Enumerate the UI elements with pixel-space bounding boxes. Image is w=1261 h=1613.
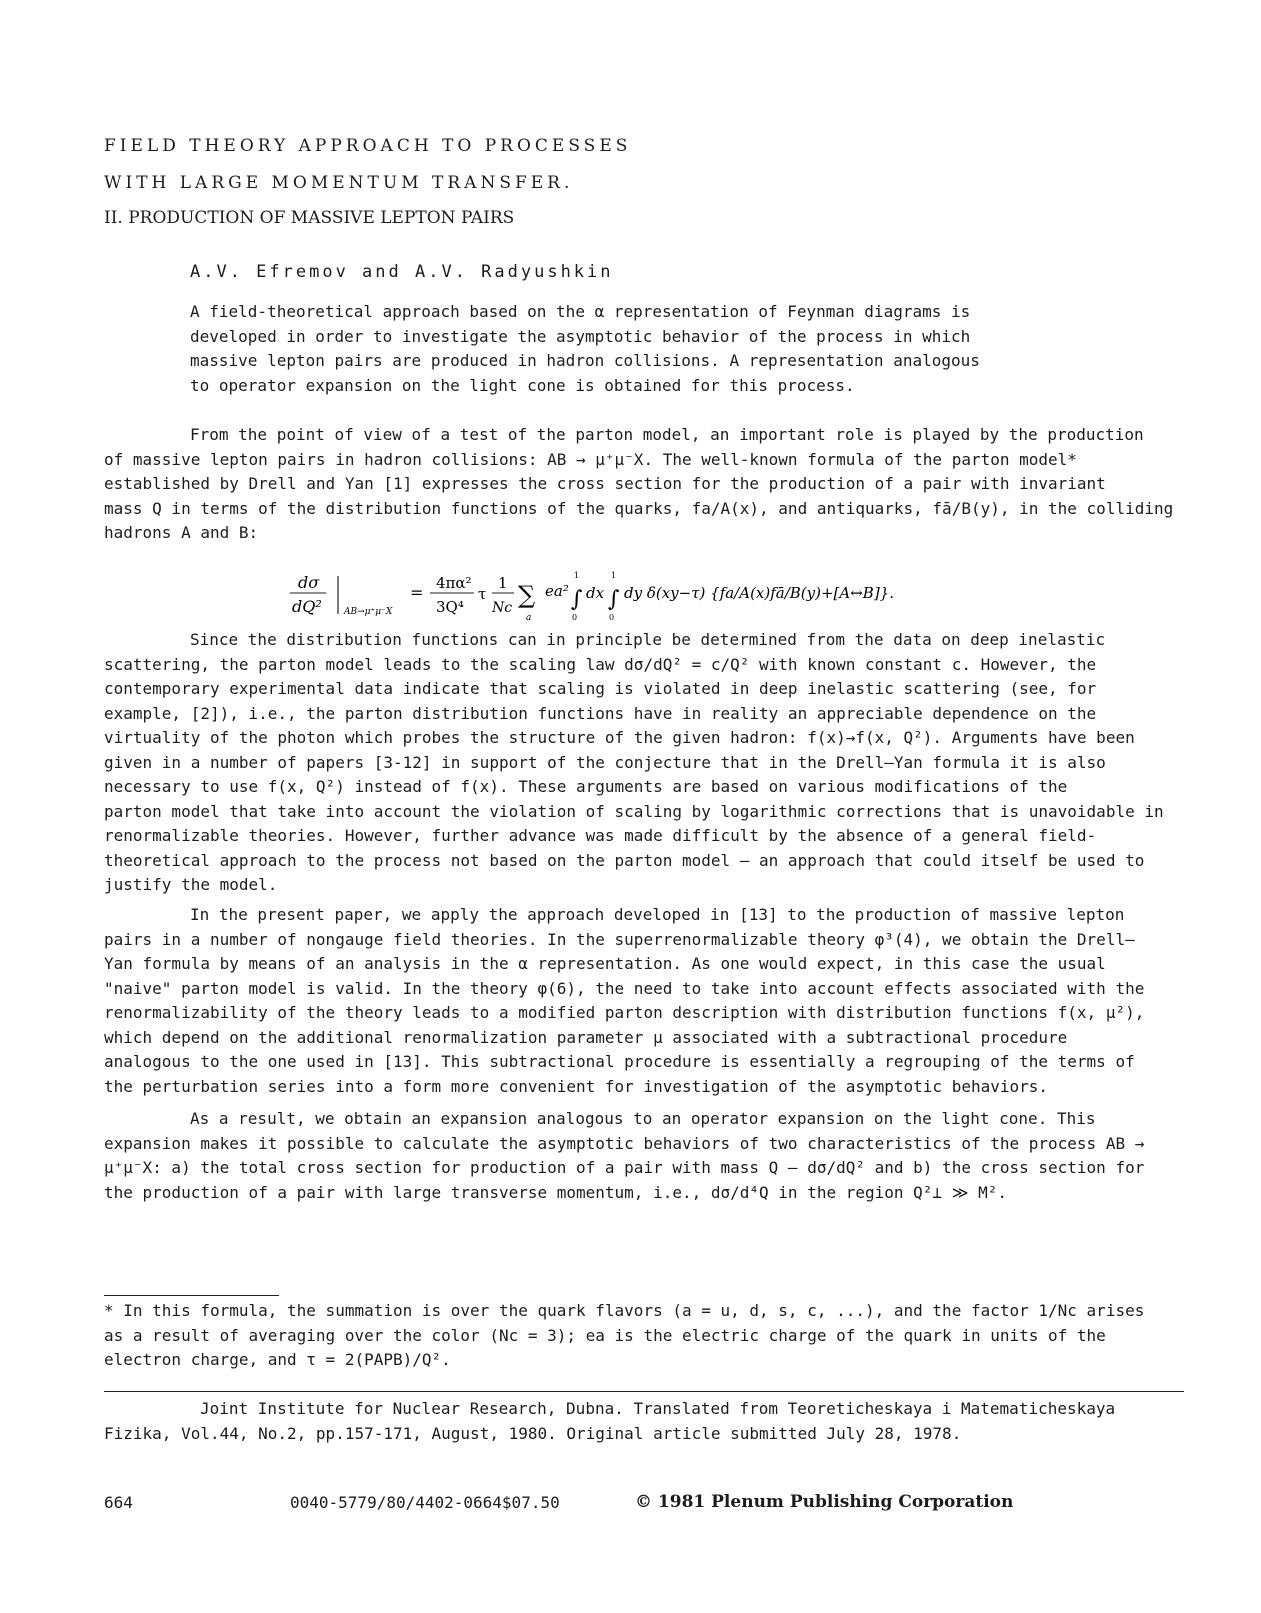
formula-nc-den: Nc [492, 600, 513, 616]
title-line-3: II. PRODUCTION OF MASSIVE LEPTON PAIRS [104, 208, 515, 228]
text-line: given in a number of papers [3-12] in support of the conjecture that in the Drell–Yan formula it is also [104, 752, 1106, 772]
title-line-2: WITH LARGE MOMENTUM TRANSFER. [104, 173, 574, 193]
text-line: the perturbation series into a form more convenient for investigation of the asymptotic behaviors. [104, 1076, 1049, 1096]
abstract-line: massive lepton pairs are produced in hadron collisions. A representation analogous [190, 351, 980, 370]
footnote-line: electron charge, and τ = 2(PAPB)/Q². [104, 1350, 451, 1369]
formula-dx: dx [586, 584, 605, 602]
abstract-line: developed in order to investigate the asymptotic behavior of the process in which [190, 326, 971, 346]
text-line: justify the model. [104, 875, 278, 894]
text-line: Yan formula by means of an analysis in the α representation. As one would expect, in this case the usual [104, 954, 1106, 973]
institution-divider [104, 1391, 1184, 1392]
formula-sum-sign: ∑ [518, 581, 536, 609]
abstract [190, 300, 1020, 398]
publisher: © 1981 Plenum Publishing Corporation [635, 1492, 1014, 1512]
text-line: parton model that take into account the violation of scaling by logarithmic corrections that is unavoidable in [104, 801, 1164, 821]
text-line: As a result, we obtain an expansion analogous to an operator expansion on the light cone. This [190, 1109, 1096, 1128]
formula-rest: dy δ(xy−τ) {fa/A(x)fā/B(y)+[A↔B]}. [624, 584, 894, 602]
text-line: From the point of view of a test of the parton model, an important role is played by the production [190, 425, 1144, 444]
footnote [104, 1299, 1184, 1373]
formula-lhs-den: dQ² [292, 597, 322, 616]
text-line: example, [2]), i.e., the parton distribution functions have in reality an appreciable dependence on the [104, 703, 1097, 723]
text-line: μ⁺μ⁻X: a) the total cross section for production of a pair with mass Q – dσ/dQ² and b) the cross section for [104, 1158, 1145, 1177]
text-line: "naive" parton model is valid. In the theory φ(6), the need to take into account effects associated with the [104, 978, 1145, 998]
formula-int-upper-2: 1 [611, 571, 617, 580]
text-line: of massive lepton pairs in hadron collisions: AB → μ⁺μ⁻X. The well-known formula of the parton model* [104, 449, 1077, 469]
title-line-1: FIELD THEORY APPROACH TO PROCESSES [104, 136, 632, 156]
formula-int-lower-1: 0 [572, 613, 578, 622]
text-line: which depend on the additional renormalization parameter μ associated with a subtractional procedure [104, 1027, 1068, 1047]
institution-note [104, 1397, 1184, 1446]
institution-line: Fizika, Vol.44, No.2, pp.157-171, August, 1980. Original article submitted July 28, 1978. [104, 1423, 962, 1443]
formula-equals: = [410, 583, 424, 602]
article-code: 0040-5779/80/4402-0664$07.50 [290, 1493, 560, 1512]
formula-integral-2: ∫ [608, 587, 620, 612]
formula-coef-den: 3Q⁴ [436, 598, 464, 616]
text-line: contemporary experimental data indicate that scaling is violated in deep inelastic scattering (see, for [104, 679, 1097, 698]
page-number: 664 [104, 1493, 133, 1512]
text-line: analogous to the one used in [13]. This subtractional procedure is essentially a regrouping of the terms of [104, 1052, 1135, 1071]
text-line: necessary to use f(x, Q²) instead of f(x). These arguments are based on various modifications of the [104, 777, 1068, 796]
institution-line: Joint Institute for Nuclear Research, Dubna. Translated from Teoreticheskaya i Matematicheskaya [200, 1399, 1116, 1418]
text-line: the production of a pair with large transverse momentum, i.e., dσ/d⁴Q in the region Q²⊥ ≫ M². [104, 1182, 1007, 1202]
text-line: renormalizability of the theory leads to a modified parton description with distribution functions f(x, μ²), [104, 1003, 1145, 1022]
text-line: virtuality of the photon which probes the structure of the given hadron: f(x)→f(x, Q²). Arguments have been [104, 728, 1135, 747]
footnote-divider [104, 1295, 279, 1296]
footnote-line: * In this formula, the summation is over the quark flavors (a = u, d, s, c, ...), and the factor 1/Nc arises [104, 1301, 1145, 1320]
formula-int-lower-2: 0 [609, 613, 615, 622]
formula-sum-sub: a [526, 613, 532, 623]
formula-tau: τ [478, 585, 487, 603]
paragraph-4 [104, 1107, 1184, 1205]
text-line: scattering, the parton model leads to the scaling law dσ/dQ² = c/Q² with known constant c. However, the [104, 654, 1097, 674]
paragraph-3 [104, 903, 1184, 1099]
authors: A.V. Efremov and A.V. Radyushkin [190, 262, 614, 282]
paragraph-1 [104, 423, 1184, 546]
formula-ea: ea² [545, 582, 569, 600]
formula-nc-num: 1 [498, 574, 508, 592]
text-line: expansion makes it possible to calculate the asymptotic behaviors of two characteristics of the process AB → [104, 1133, 1145, 1153]
abstract-line: A field-theoretical approach based on the α representation of Feynman diagrams is [190, 302, 971, 321]
formula-lhs-num: dσ [298, 573, 320, 592]
paragraph-2 [104, 628, 1184, 898]
text-line: hadrons A and B: [104, 523, 259, 542]
text-line: theoretical approach to the process not based on the parton model – an approach that could itself be used to [104, 850, 1145, 870]
text-line: established by Drell and Yan [1] expresses the cross section for the production of a pair with invariant [104, 474, 1106, 493]
text-line: pairs in a number of nongauge field theories. In the superrenormalizable theory φ³(4), we obtain the Drell– [104, 929, 1135, 949]
footnote-line: as a result of averaging over the color (Nc = 3); ea is the electric charge of the quark in units of the [104, 1325, 1106, 1345]
formula-int-upper-1: 1 [574, 571, 580, 580]
text-line: Since the distribution functions can in principle be determined from the data on deep inelastic [190, 630, 1106, 649]
text-line: mass Q in terms of the distribution functions of the quarks, fa/A(x), and antiquarks, fā/B(y), in the colliding [104, 498, 1174, 518]
text-line: renormalizable theories. However, further advance was made difficult by the absence of a general field- [104, 826, 1097, 845]
abstract-line: to operator expansion on the light cone is obtained for this process. [190, 375, 855, 395]
drell-yan-formula [290, 568, 990, 628]
formula-lhs-sub: AB→μ⁺μ⁻X [344, 607, 393, 617]
formula-integral-1: ∫ [571, 587, 583, 612]
formula-coef-num: 4πα² [436, 574, 472, 592]
text-line: In the present paper, we apply the approach developed in [13] to the production of massive lepton [190, 905, 1125, 924]
